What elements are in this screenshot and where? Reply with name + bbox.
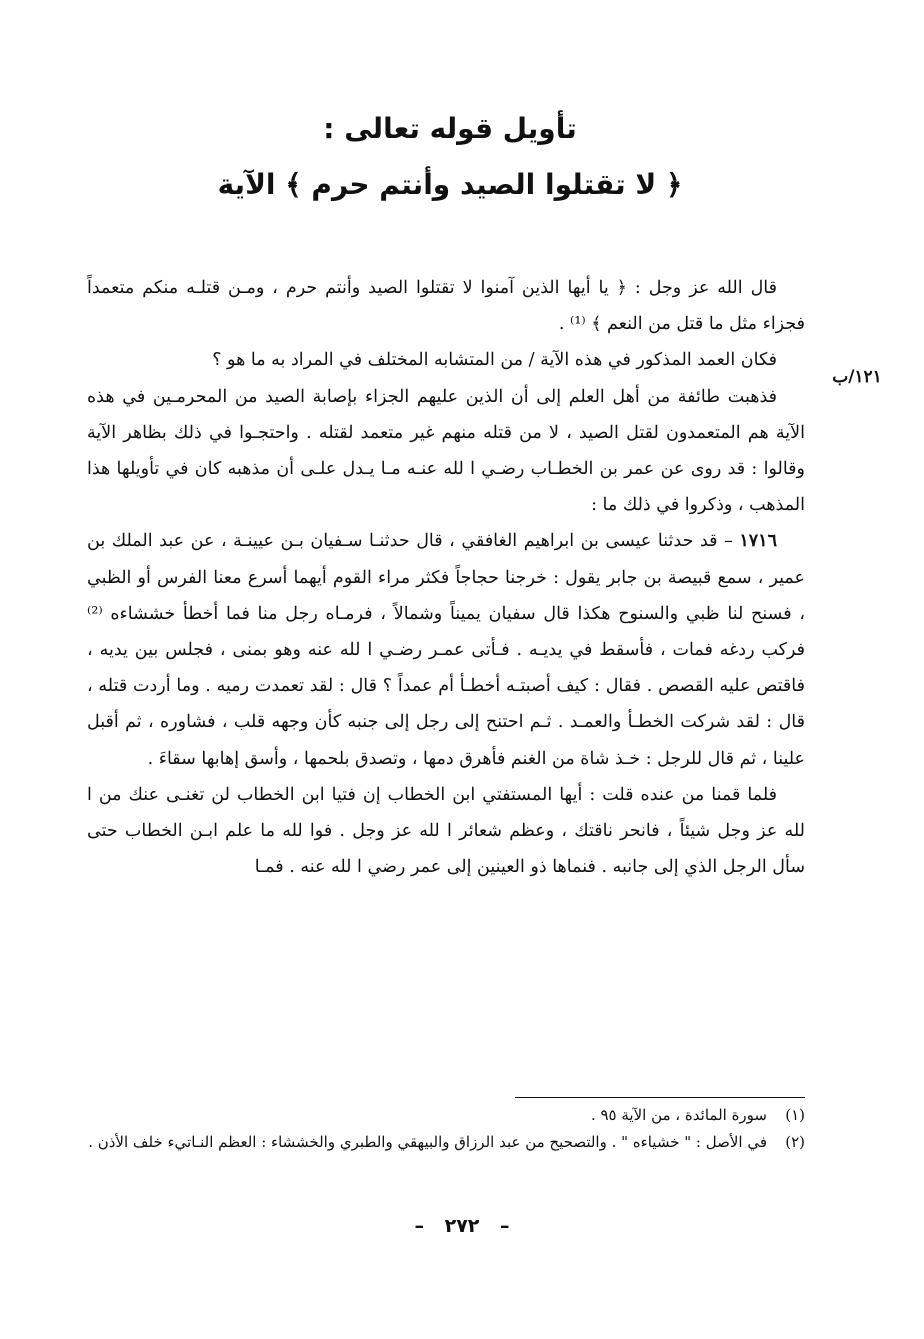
hadith-dash: – (724, 531, 733, 552)
footnote (87, 1130, 805, 1155)
footnote-divider (515, 1097, 805, 1098)
footnotes (87, 1103, 805, 1157)
hadith-text: قد حدثنا عيسى بن ابراهيم الغافقي ، قال حدثنـا سـفيان بـن عيينـة ، عن عبد الملك بن عمير ، سمع قبيصة بن جابر يقول : خرجنا حجاجاً فكثر مراء القوم أيهما أسرع معنا الفرس أو الظبي ، فسنح لنا ظبي والسنوح هكذا قال سفيان يميناً وشمالاً ، فرمـاه رجل منا فما أخطأ خششاءه ⁽²⁾ فركب ردغه فمات ، فأسقط في يديـه . فـأتى عمـر رضـي ا لله عنه وهو بمنى ، فجلس بين يديه ، فاقتص عليه القصص . فقال : كيف أصبتـه أخطـأ أم عمداً ؟ قال : لقد تعمدت رميه . وما أردت قتله ، قال : لقد شركت الخطـأ والعمـد . ثـم احتنح إلى رجل إلى جنبه كأن وجهه قلب ، فشاوره ، ثم أقبل علينا ، ثم قال للرجل : خـذ شاة من الغنم فأهرق دمها ، وتصدق بلحمها ، وأسق إهابها سقاءَ . (87, 531, 805, 769)
manuscript-folio-note: ١٢١/ب (832, 367, 882, 387)
footnote-marker: (٢) (785, 1133, 805, 1151)
paragraph-verse-quote: قال الله عز وجل : ﴿ يا أيها الذين آمنوا لا تقتلوا الصيد وأنتم حرم ، ومـن قتلـه منكم متعمداً فجزاء مثل ما قتل من النعم ﴾ ⁽¹⁾ . (87, 278, 805, 335)
paragraph-question: فكان العمد المذكور في هذه الآية / من المتشابه المختلف في المراد به ما هو ؟ (212, 350, 777, 371)
hadith-number: ١٧١٦ (739, 531, 777, 552)
footnote-text: في الأصل : " خشياءه " . والتصحيح من عبد الرزاق والبيهقي والطبري والخششاء : العظم النـاتيء خلف الأذن . (88, 1133, 767, 1151)
paragraph-hadith (87, 523, 805, 776)
footnote-text: سورة المائدة ، من الآية ٩٥ . (590, 1106, 767, 1124)
page-number: – ٢٧٢ – (414, 1215, 510, 1237)
chapter-subtitle-verse: ﴿ لا تقتلوا الصيد وأنتم حرم ﴾ الآية (217, 168, 683, 201)
footnote-marker: (١) (785, 1106, 805, 1124)
paragraph-scholars-view: فذهبت طائفة من أهل العلم إلى أن الذين عليهم الجزاء بإصابة الصيد من المحرمـين في هذه الآية هم المتعمدون لقتل الصيد ، لا من قتله منهم غير متعمد لقتله . واحتجـوا في ذلك بظاهر الآية وقالوا : قد روى عن عمر بن الخطـاب رضـي ا لله عنـه مـا يـدل علـى أن مذهبه كان في تأويلها هذا المذهب ، وذكروا في ذلك ما : (87, 386, 805, 516)
paragraph-closing: فلما قمنا من عنده قلت : أيها المستفتي ابن الخطاب إن فتيا ابن الخطاب لن تغنـى عنك من ا لله عز وجل شيئاً ، فانحر ناقتك ، وعظم شعائر ا لله عز وجل . فوا لله ما علم ابـن الخطاب حتى سأل الرجل الذي إلى جانبه . فنماها ذو العينين إلى عمر رضي ا لله عنه . فمـا (87, 784, 805, 878)
body-text (87, 270, 805, 885)
chapter-title: تأويل قوله تعالى : (323, 112, 577, 145)
footnote (87, 1103, 805, 1128)
